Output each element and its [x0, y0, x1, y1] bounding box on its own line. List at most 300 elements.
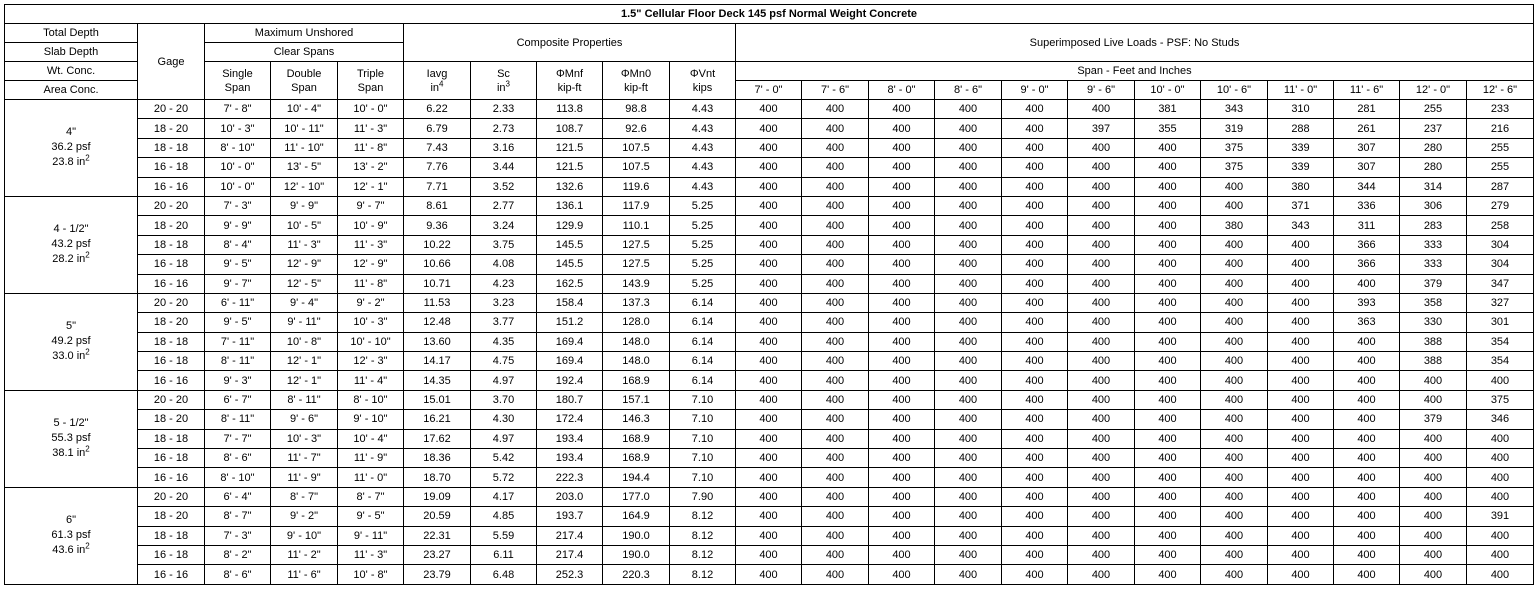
gage-cell: 18 - 20: [138, 313, 205, 332]
live-load-cell: 344: [1334, 177, 1400, 196]
live-load-cell: 400: [736, 487, 802, 506]
vnt-cell: 7.90: [670, 487, 736, 506]
live-load-cell: 400: [1002, 429, 1068, 448]
table-row: [5, 100, 1534, 119]
live-load-cell: 400: [869, 429, 935, 448]
live-load-cell: 400: [1135, 293, 1201, 312]
live-load-cell: 400: [935, 216, 1002, 235]
live-load-cell: 339: [1268, 158, 1334, 177]
single-cell: 7' - 3": [205, 526, 271, 545]
live-load-cell: 400: [1002, 449, 1068, 468]
single-cell: 6' - 7": [205, 390, 271, 409]
composite-header: Composite Properties: [404, 24, 736, 62]
live-load-cell: 400: [1002, 100, 1068, 119]
live-load-cell: 400: [1002, 352, 1068, 371]
live-load-cell: 400: [1068, 313, 1135, 332]
gage-cell: 18 - 20: [138, 507, 205, 526]
span-col-header: 10' - 0": [1135, 81, 1201, 100]
live-load-cell: 400: [1135, 507, 1201, 526]
double-cell: 10' - 8": [271, 332, 338, 351]
live-load-cell: 400: [869, 332, 935, 351]
single-span-header: Single Span: [205, 62, 271, 100]
double-cell: 9' - 6": [271, 410, 338, 429]
live-load-cell: 400: [1135, 352, 1201, 371]
triple-cell: 11' - 9": [338, 449, 404, 468]
mn0-cell: 127.5: [603, 235, 670, 254]
live-load-cell: 400: [736, 352, 802, 371]
live-load-cell: 400: [1135, 313, 1201, 332]
live-load-cell: 400: [1268, 255, 1334, 274]
live-load-cell: 375: [1201, 138, 1268, 157]
mn0-cell: 117.9: [603, 196, 670, 215]
live-load-cell: 400: [1068, 468, 1135, 487]
live-load-cell: 400: [1068, 429, 1135, 448]
span-col-header: 12' - 0": [1400, 81, 1467, 100]
single-cell: 10' - 3": [205, 119, 271, 138]
live-load-cell: 400: [1467, 429, 1534, 448]
live-load-cell: 400: [1201, 449, 1268, 468]
live-load-cell: 400: [1002, 313, 1068, 332]
iavg-cell: 14.35: [404, 371, 471, 390]
live-load-cell: 400: [1135, 429, 1201, 448]
live-load-cell: 400: [1268, 293, 1334, 312]
table-row: [5, 119, 1534, 138]
live-load-cell: 400: [1467, 565, 1534, 584]
live-load-cell: 400: [802, 468, 869, 487]
live-load-cell: 375: [1467, 390, 1534, 409]
live-load-cell: 216: [1467, 119, 1534, 138]
table-row: [5, 565, 1534, 584]
table-row: [5, 371, 1534, 390]
vnt-cell: 4.43: [670, 138, 736, 157]
table-row: [5, 526, 1534, 545]
gage-cell: 16 - 18: [138, 545, 205, 564]
live-load-cell: 379: [1400, 274, 1467, 293]
live-load-cell: 400: [802, 332, 869, 351]
gage-cell: 16 - 16: [138, 274, 205, 293]
sc-cell: 3.52: [471, 177, 537, 196]
iavg-cell: 7.76: [404, 158, 471, 177]
live-load-cell: 343: [1201, 100, 1268, 119]
concrete-weight: 36.2 psf: [51, 141, 91, 154]
live-load-cell: 400: [1201, 507, 1268, 526]
gage-cell: 16 - 18: [138, 158, 205, 177]
span-col-header: 8' - 6": [935, 81, 1002, 100]
live-load-cell: 400: [802, 216, 869, 235]
live-load-cell: 400: [736, 177, 802, 196]
live-load-cell: 400: [736, 371, 802, 390]
mnf-cell: 222.3: [537, 468, 603, 487]
iavg-cell: 14.17: [404, 352, 471, 371]
live-load-cell: 400: [1400, 429, 1467, 448]
triple-cell: 8' - 10": [338, 390, 404, 409]
live-load-cell: 233: [1467, 100, 1534, 119]
mn0-cell: 220.3: [603, 565, 670, 584]
mnf-cell: 172.4: [537, 410, 603, 429]
single-cell: 9' - 5": [205, 255, 271, 274]
triple-cell: 11' - 3": [338, 235, 404, 254]
single-cell: 6' - 4": [205, 487, 271, 506]
iavg-cell: 7.71: [404, 177, 471, 196]
live-load-cell: 304: [1467, 235, 1534, 254]
mnf-cell: 217.4: [537, 545, 603, 564]
live-load-cell: 400: [1334, 371, 1400, 390]
concrete-weight: 61.3 psf: [51, 529, 91, 542]
iavg-cell: 18.36: [404, 449, 471, 468]
live-load-cell: 400: [1201, 274, 1268, 293]
iavg-cell: 20.59: [404, 507, 471, 526]
live-load-cell: 400: [736, 138, 802, 157]
live-load-cell: 336: [1334, 196, 1400, 215]
live-load-cell: 375: [1201, 158, 1268, 177]
mnf-cell: 121.5: [537, 138, 603, 157]
iavg-cell: 11.53: [404, 293, 471, 312]
live-load-cell: 400: [1268, 468, 1334, 487]
live-load-cell: 400: [1400, 526, 1467, 545]
live-load-cell: 400: [736, 313, 802, 332]
mn0-cell: 168.9: [603, 449, 670, 468]
live-load-cell: 400: [1268, 274, 1334, 293]
iavg-cell: 6.79: [404, 119, 471, 138]
live-load-cell: 333: [1400, 255, 1467, 274]
live-load-cell: 400: [1334, 410, 1400, 429]
slab-depth: 5": [65, 320, 77, 333]
mnf-cell: 169.4: [537, 352, 603, 371]
live-load-cell: 400: [1068, 332, 1135, 351]
live-load-cell: 400: [935, 274, 1002, 293]
iavg-cell: 13.60: [404, 332, 471, 351]
live-load-cell: 400: [1002, 526, 1068, 545]
live-load-cell: 400: [1268, 449, 1334, 468]
gage-cell: 16 - 18: [138, 449, 205, 468]
mn0-cell: 164.9: [603, 507, 670, 526]
triple-cell: 9' - 11": [338, 526, 404, 545]
sc-cell: 3.44: [471, 158, 537, 177]
live-load-cell: 400: [1135, 449, 1201, 468]
sc-cell: 4.35: [471, 332, 537, 351]
live-load-cell: 400: [869, 177, 935, 196]
gage-cell: 18 - 18: [138, 526, 205, 545]
live-load-cell: 400: [736, 235, 802, 254]
live-load-cell: 400: [869, 119, 935, 138]
double-cell: 9' - 9": [271, 196, 338, 215]
mn0-cell: 119.6: [603, 177, 670, 196]
mnf-cell: 203.0: [537, 487, 603, 506]
live-load-cell: 400: [869, 216, 935, 235]
live-load-cell: 343: [1268, 216, 1334, 235]
concrete-area: 28.2 $in^2$: [52, 250, 90, 266]
gage-cell: 20 - 20: [138, 293, 205, 312]
clear-spans-header: Clear Spans: [205, 43, 404, 62]
mn0-cell: 107.5: [603, 138, 670, 157]
live-load-cell: 354: [1467, 332, 1534, 351]
iavg-cell: 10.66: [404, 255, 471, 274]
gage-cell: 16 - 18: [138, 352, 205, 371]
live-load-cell: 400: [935, 293, 1002, 312]
live-load-cell: 400: [1135, 158, 1201, 177]
table-row: [5, 487, 1534, 506]
live-load-cell: 400: [802, 119, 869, 138]
live-load-cell: 400: [1334, 545, 1400, 564]
live-load-cell: 400: [935, 526, 1002, 545]
table-row: [5, 468, 1534, 487]
live-load-cell: 400: [1135, 216, 1201, 235]
iavg-cell: 10.71: [404, 274, 471, 293]
live-load-cell: 400: [935, 565, 1002, 584]
live-load-cell: 400: [736, 449, 802, 468]
mnf-cell: 145.5: [537, 255, 603, 274]
span-col-header: 10' - 6": [1201, 81, 1268, 100]
mnf-cell: 193.4: [537, 449, 603, 468]
live-load-cell: 400: [1334, 429, 1400, 448]
triple-cell: 11' - 0": [338, 468, 404, 487]
triple-cell: 12' - 9": [338, 255, 404, 274]
concrete-area: 43.6 $in^2$: [52, 541, 90, 557]
sc-cell: 5.72: [471, 468, 537, 487]
double-cell: 8' - 11": [271, 390, 338, 409]
triple-cell: 10' - 10": [338, 332, 404, 351]
live-load-cell: 261: [1334, 119, 1400, 138]
triple-cell: 11' - 3": [338, 119, 404, 138]
mn0-cell: 127.5: [603, 255, 670, 274]
live-load-cell: 400: [802, 487, 869, 506]
live-load-cell: 400: [802, 390, 869, 409]
table-row: [5, 352, 1534, 371]
live-load-cell: 380: [1268, 177, 1334, 196]
live-load-cell: 280: [1400, 158, 1467, 177]
live-load-cell: 400: [1201, 352, 1268, 371]
sc-cell: 4.08: [471, 255, 537, 274]
live-load-cell: 400: [1268, 429, 1334, 448]
live-load-cell: 400: [869, 468, 935, 487]
slab-group-cell: [5, 293, 138, 390]
live-load-cell: 400: [1467, 526, 1534, 545]
vnt-cell: 6.14: [670, 371, 736, 390]
live-load-cell: 400: [1135, 196, 1201, 215]
live-load-cell: 400: [1068, 293, 1135, 312]
live-load-cell: 400: [869, 410, 935, 429]
double-cell: 11' - 9": [271, 468, 338, 487]
live-load-cell: 400: [935, 313, 1002, 332]
mnf-cell: 169.4: [537, 332, 603, 351]
live-load-cell: 400: [1268, 526, 1334, 545]
iavg-cell: 23.27: [404, 545, 471, 564]
sc-cell: 5.42: [471, 449, 537, 468]
floor-deck-table: [4, 4, 1534, 585]
live-load-cell: 400: [935, 429, 1002, 448]
live-load-cell: 400: [1002, 158, 1068, 177]
live-load-cell: 319: [1201, 119, 1268, 138]
label-slab-depth: Slab Depth: [5, 43, 138, 62]
live-load-cell: 258: [1467, 216, 1534, 235]
live-load-cell: 400: [736, 545, 802, 564]
double-cell: 8' - 7": [271, 487, 338, 506]
mnf-cell: 145.5: [537, 235, 603, 254]
single-cell: 7' - 3": [205, 196, 271, 215]
iavg-cell: 23.79: [404, 565, 471, 584]
live-load-cell: 400: [935, 390, 1002, 409]
live-load-cell: 400: [802, 313, 869, 332]
live-load-cell: 400: [1201, 235, 1268, 254]
double-cell: 12' - 5": [271, 274, 338, 293]
live-load-cell: 400: [1201, 196, 1268, 215]
live-load-cell: 306: [1400, 196, 1467, 215]
live-load-cell: 400: [869, 255, 935, 274]
sc-cell: 2.33: [471, 100, 537, 119]
triple-cell: 8' - 7": [338, 487, 404, 506]
live-load-cell: 400: [935, 371, 1002, 390]
concrete-area: 23.8 $in^2$: [52, 153, 90, 169]
live-load-cell: 304: [1467, 255, 1534, 274]
live-load-cell: 400: [1334, 565, 1400, 584]
live-load-cell: 400: [1467, 371, 1534, 390]
concrete-weight: 55.3 psf: [51, 432, 91, 445]
live-load-cell: 311: [1334, 216, 1400, 235]
mnf-cell: 192.4: [537, 371, 603, 390]
live-load-cell: 400: [1400, 565, 1467, 584]
live-load-cell: 279: [1467, 196, 1534, 215]
live-load-cell: 400: [802, 293, 869, 312]
live-load-cell: 366: [1334, 235, 1400, 254]
gage-cell: 18 - 18: [138, 429, 205, 448]
single-cell: 7' - 8": [205, 100, 271, 119]
live-load-cell: 400: [1467, 545, 1534, 564]
mn0-cell: 137.3: [603, 293, 670, 312]
live-load-cell: 400: [1135, 371, 1201, 390]
mn0-cell: 148.0: [603, 352, 670, 371]
double-cell: 10' - 5": [271, 216, 338, 235]
live-load-cell: 400: [935, 119, 1002, 138]
live-load-cell: 400: [1201, 526, 1268, 545]
live-load-cell: 400: [736, 410, 802, 429]
span-col-header: 11' - 6": [1334, 81, 1400, 100]
live-load-cell: 400: [1068, 410, 1135, 429]
mn0-cell: 146.3: [603, 410, 670, 429]
sc-cell: 5.59: [471, 526, 537, 545]
table-wrapper: [4, 4, 1532, 585]
live-load-cell: 400: [1268, 410, 1334, 429]
double-cell: 9' - 10": [271, 526, 338, 545]
live-load-cell: 400: [1268, 371, 1334, 390]
mn0-cell: 194.4: [603, 468, 670, 487]
double-cell: 11' - 6": [271, 565, 338, 584]
table-row: [5, 216, 1534, 235]
sc-cell: 3.24: [471, 216, 537, 235]
iavg-cell: 10.22: [404, 235, 471, 254]
label-wt-conc: Wt. Conc.: [5, 62, 138, 81]
live-load-cell: 355: [1135, 119, 1201, 138]
live-load-cell: 287: [1467, 177, 1534, 196]
single-cell: 8' - 11": [205, 410, 271, 429]
mnf-cell: 217.4: [537, 526, 603, 545]
live-load-cell: 380: [1201, 216, 1268, 235]
single-cell: 6' - 11": [205, 293, 271, 312]
live-load-cell: 400: [1135, 410, 1201, 429]
live-load-cell: 310: [1268, 100, 1334, 119]
live-load-cell: 400: [736, 332, 802, 351]
table-row: [5, 255, 1534, 274]
sc-cell: 3.77: [471, 313, 537, 332]
live-load-cell: 280: [1400, 138, 1467, 157]
live-load-cell: 400: [869, 449, 935, 468]
triple-cell: 9' - 7": [338, 196, 404, 215]
triple-cell: 10' - 8": [338, 565, 404, 584]
single-cell: 8' - 4": [205, 235, 271, 254]
live-load-cell: 400: [802, 100, 869, 119]
live-load-cell: 400: [1068, 390, 1135, 409]
live-load-cell: 400: [1068, 235, 1135, 254]
live-load-cell: 400: [1201, 313, 1268, 332]
mn0-cell: 143.9: [603, 274, 670, 293]
live-load-cell: 400: [1268, 313, 1334, 332]
table-row: [5, 235, 1534, 254]
mn0-cell: 110.1: [603, 216, 670, 235]
live-load-cell: 400: [1068, 274, 1135, 293]
live-load-cell: 400: [935, 449, 1002, 468]
span-col-header: 9' - 6": [1068, 81, 1135, 100]
mn0-cell: 168.9: [603, 371, 670, 390]
live-load-cell: 400: [1002, 332, 1068, 351]
slab-depth: 4": [65, 126, 77, 139]
gage-cell: 18 - 20: [138, 119, 205, 138]
live-load-cell: 400: [802, 255, 869, 274]
live-load-cell: 400: [1201, 565, 1268, 584]
sc-cell: 3.16: [471, 138, 537, 157]
live-load-cell: 400: [869, 526, 935, 545]
vnt-cell: 8.12: [670, 565, 736, 584]
single-cell: 7' - 11": [205, 332, 271, 351]
iavg-header: Iavg $in^4$: [404, 62, 471, 100]
live-load-cell: 400: [736, 196, 802, 215]
single-cell: 8' - 6": [205, 449, 271, 468]
gage-cell: 16 - 16: [138, 565, 205, 584]
triple-span-header: Triple Span: [338, 62, 404, 100]
single-cell: 8' - 11": [205, 352, 271, 371]
live-load-cell: 400: [1002, 293, 1068, 312]
vnt-cell: 6.14: [670, 293, 736, 312]
triple-cell: 13' - 2": [338, 158, 404, 177]
unshored-header: Maximum Unshored: [205, 24, 404, 43]
triple-cell: 11' - 8": [338, 274, 404, 293]
span-col-header: 9' - 0": [1002, 81, 1068, 100]
live-load-cell: 400: [802, 196, 869, 215]
live-load-cell: 400: [1068, 158, 1135, 177]
live-load-cell: 400: [1467, 468, 1534, 487]
triple-cell: 12' - 1": [338, 177, 404, 196]
live-load-cell: 400: [869, 352, 935, 371]
slab-depth: 5 - 1/2": [53, 417, 89, 430]
live-load-cell: 400: [1002, 138, 1068, 157]
live-load-cell: 400: [1135, 138, 1201, 157]
vnt-cell: 7.10: [670, 429, 736, 448]
table-row: [5, 158, 1534, 177]
live-load-cell: 255: [1467, 158, 1534, 177]
live-load-cell: 400: [869, 565, 935, 584]
mn0-cell: 98.8: [603, 100, 670, 119]
vnt-cell: 6.14: [670, 352, 736, 371]
single-cell: 9' - 3": [205, 371, 271, 390]
live-load-cell: 400: [1400, 468, 1467, 487]
live-load-cell: 400: [935, 100, 1002, 119]
table-row: [5, 410, 1534, 429]
vnt-cell: 8.12: [670, 507, 736, 526]
iavg-cell: 8.61: [404, 196, 471, 215]
live-load-cell: 400: [736, 216, 802, 235]
live-load-cell: 400: [1334, 390, 1400, 409]
live-load-cell: 400: [935, 255, 1002, 274]
gage-cell: 16 - 16: [138, 177, 205, 196]
live-load-cell: 400: [869, 274, 935, 293]
